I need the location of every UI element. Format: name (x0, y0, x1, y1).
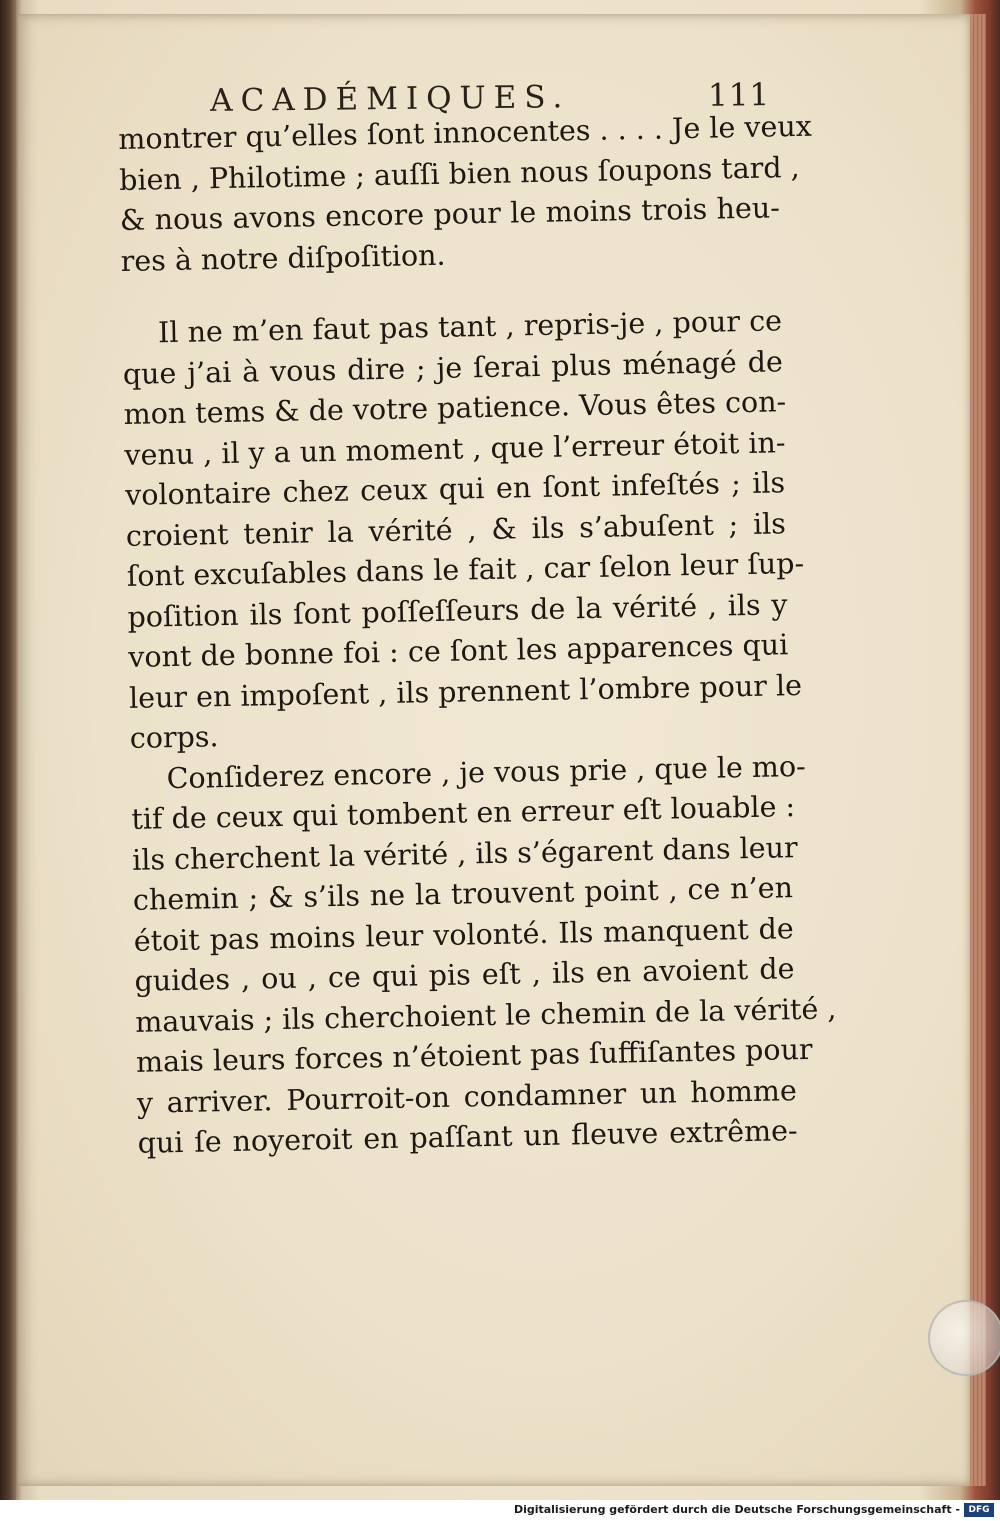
text-line: étoit pas moins leur volonté. Ils manquent de (133, 911, 794, 958)
text-line: tif de ceux qui tombent en erreur eſt louable : (131, 790, 796, 836)
text-line: Conſiderez encore , je vous prie , que le mo- (166, 749, 806, 795)
digitization-footer (0, 1500, 1000, 1521)
text-line: volontaire chez ceux qui en ſont infeſtés ; ils (124, 466, 786, 512)
text-line: guides , ou , ce qui pis eſt , ils en avoient de (134, 952, 795, 998)
book-binding (0, 0, 16, 1500)
text-line: venu , il y a un moment , que l’erreur étoit in- (124, 425, 786, 472)
text-line: chemin ; & s’ils ne la trouvent point , ce n’en (132, 871, 794, 917)
text-line: leur en impoſent , ils prennent l’ombre pour le (128, 668, 803, 715)
text-line: ſont excuſables dans le fait , car ſelon leur ſup- (126, 546, 805, 593)
funding-credit: Digitalisierung gefördert durch die Deutsche Forschungsgemeinschaft - (513, 1503, 960, 1516)
text-line: Il ne m’en faut pas tant , repris-je , pour ce (157, 304, 783, 350)
page-clip (928, 1300, 1000, 1376)
text-line: que j’ai à vous dire ; je ſerai plus ménagé de (122, 344, 784, 391)
text-line: montrer qu’elles ſont innocentes . . . . Je le veux (118, 109, 813, 156)
text-line: res à notre diſpoſition. (120, 238, 446, 278)
text-line: mauvais ; ils cherchoient le chemin de la vérité , (134, 991, 837, 1039)
text-line: croient tenir la vérité , & ils s’abuſent ; ils (125, 506, 787, 553)
text-line: ils cherchent la vérité , ils s’égarent dans leur (131, 830, 798, 877)
text-line: mais leurs forces n’étoient pas ſuffiſantes pour (135, 1032, 813, 1079)
text-line: corps. (129, 720, 219, 755)
text-line: y arriver. Pourroit-on condamner un homme (136, 1073, 798, 1120)
paragraph-2 (122, 301, 805, 759)
running-title: ACADÉMIQUES. (210, 79, 571, 119)
dfg-logo[interactable]: DFG (964, 1503, 994, 1517)
text-line: mon tems & de votre patience. Vous êtes con- (123, 385, 787, 431)
text-line: bien , Philotime ; auſſi bien nous ſoupons tard , (118, 150, 800, 197)
page-edges (970, 14, 986, 1486)
text-line: & nous avons encore pour le moins trois heu- (119, 191, 781, 237)
text-line: vont de bonne foi : ce ſont les apparences qui (128, 628, 789, 674)
page-number: 111 (707, 77, 771, 114)
text-line: poſition ils ſont poſſeſſeurs de la vérité , ils y (127, 587, 788, 634)
body-text (118, 107, 837, 1164)
text-line: qui ſe noyeroit en paſſant un fleuve extrême- (137, 1114, 798, 1160)
paragraph-1 (118, 107, 813, 282)
paragraph-3 (130, 747, 837, 1165)
